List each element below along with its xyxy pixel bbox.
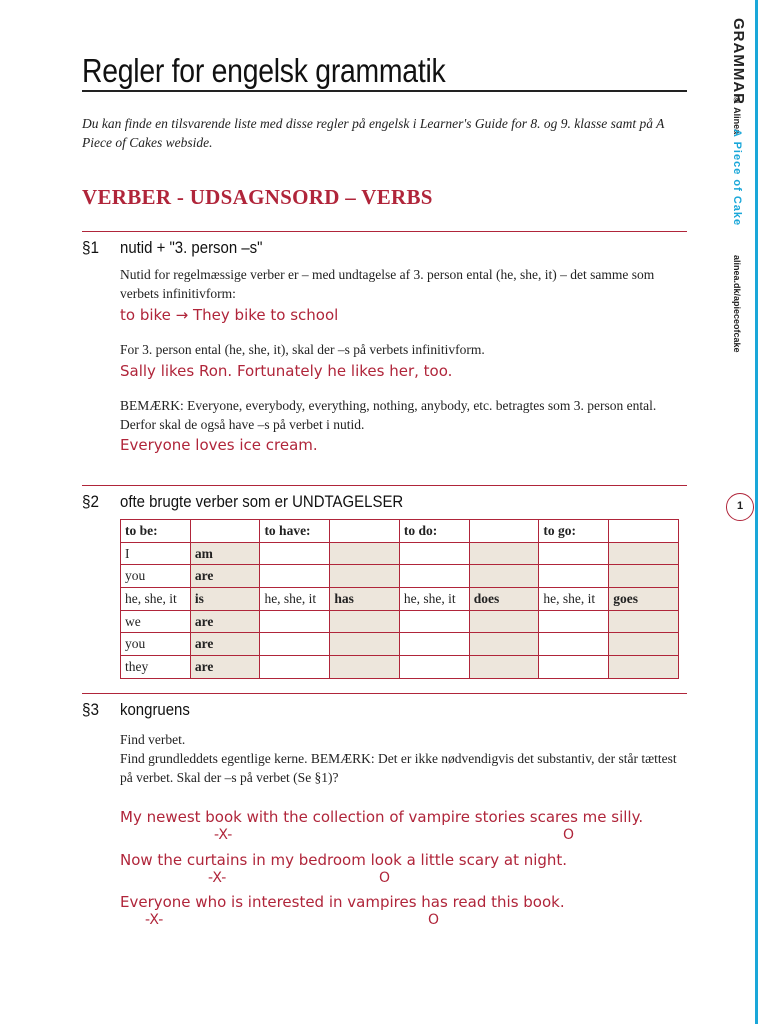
verb-form-cell[interactable]: is xyxy=(190,588,260,611)
s1-text-2: For 3. person ental (he, she, it), skal der –s på verbets infinitivform. xyxy=(120,342,485,357)
verb-form-cell[interactable] xyxy=(609,633,679,656)
a-piece-of-cake-logo: A Piece of Cake xyxy=(731,129,743,227)
verb-form-cell[interactable] xyxy=(609,656,679,679)
s2-number: §2 xyxy=(82,492,100,511)
verb-form-cell[interactable]: goes xyxy=(609,588,679,611)
table-header-cell xyxy=(469,520,539,543)
s3-sentence-1: My newest book with the collection of vampire stories scares me silly. xyxy=(120,808,644,826)
table-header-cell: to have: xyxy=(260,520,330,543)
pronoun-cell: he, she, it xyxy=(121,588,191,611)
pronoun-cell xyxy=(399,633,469,656)
pronoun-cell xyxy=(399,656,469,679)
section-heading: VERBER - UDSAGNSORD – VERBS xyxy=(82,185,433,209)
s1-text-1: Nutid for regelmæssige verber er – med undtagelse af 3. person ental (he, she, it) – det samme som verbets infinitivform: xyxy=(120,267,655,301)
s3-sentence-3: Everyone who is interested in vampires has read this book. xyxy=(120,893,565,911)
pronoun-cell xyxy=(260,565,330,588)
sidebar-grammar-label: GRAMMAR xyxy=(730,18,747,105)
verb-form-cell[interactable]: are xyxy=(190,633,260,656)
table-header-cell: to be: xyxy=(121,520,191,543)
pronoun-cell: he, she, it xyxy=(539,588,609,611)
verb-form-cell[interactable]: has xyxy=(330,588,400,611)
table-row xyxy=(121,542,679,565)
s3-title: kongruens xyxy=(120,700,190,719)
title-rule xyxy=(82,90,687,92)
subject-marker: -X- xyxy=(214,827,233,843)
verb-form-cell[interactable] xyxy=(609,610,679,633)
verb-marker: O xyxy=(428,912,440,928)
verb-form-cell[interactable] xyxy=(609,565,679,588)
s1-title: nutid + "3. person –s" xyxy=(120,238,263,257)
table-header-cell xyxy=(190,520,260,543)
verb-form-cell[interactable]: are xyxy=(190,610,260,633)
s1-number: §1 xyxy=(82,238,100,257)
website-url: alinea.dk/apieceofcake xyxy=(732,255,742,353)
pronoun-cell xyxy=(539,633,609,656)
verb-form-cell[interactable] xyxy=(609,542,679,565)
s1-example-1: to bike → They bike to school xyxy=(120,306,339,324)
table-header-cell xyxy=(330,520,400,543)
pronoun-cell xyxy=(539,610,609,633)
intro-text: Du kan finde en tilsvarende liste med disse regler på engelsk i Learner's Guide for 8. og 9. klasse samt på A Piece of Cakes webside. xyxy=(82,116,665,150)
s1-example-2: Sally likes Ron. Fortunately he likes her, too. xyxy=(120,362,453,380)
pronoun-cell xyxy=(260,633,330,656)
verb-form-cell[interactable] xyxy=(330,656,400,679)
pronoun-cell: I xyxy=(121,542,191,565)
s3-text-2: Find grundleddets egentlige kerne. BEMÆRK: Det er ikke nødvendigvis det substantiv, der står tættest på verbet. Skal der –s på verbet (Se §1)? xyxy=(120,751,677,785)
s3-sentence-2: Now the curtains in my bedroom look a little scary at night. xyxy=(120,851,568,869)
verb-form-cell[interactable]: are xyxy=(190,565,260,588)
table-row xyxy=(121,633,679,656)
table-row xyxy=(121,656,679,679)
pronoun-cell xyxy=(260,542,330,565)
s3-number: §3 xyxy=(82,700,100,719)
table-header-cell: to go: xyxy=(539,520,609,543)
verb-form-cell[interactable] xyxy=(469,610,539,633)
table-header-cell: to do: xyxy=(399,520,469,543)
verb-form-cell[interactable] xyxy=(330,542,400,565)
verb-form-cell[interactable] xyxy=(330,610,400,633)
verb-form-cell[interactable] xyxy=(330,565,400,588)
s3-text-1: Find verbet. xyxy=(120,732,186,747)
verb-form-cell[interactable] xyxy=(469,565,539,588)
pronoun-cell xyxy=(399,610,469,633)
subject-marker: -X- xyxy=(145,912,164,928)
divider-s1 xyxy=(82,231,687,232)
s1-example-3: Everyone loves ice cream. xyxy=(120,436,318,454)
verb-form-cell[interactable] xyxy=(330,633,400,656)
pronoun-cell: we xyxy=(121,610,191,633)
verb-form-cell[interactable]: does xyxy=(469,588,539,611)
pronoun-cell: he, she, it xyxy=(260,588,330,611)
pronoun-cell xyxy=(539,542,609,565)
subject-marker: -X- xyxy=(208,870,227,886)
s1-text-3: BEMÆRK: Everyone, everybody, everything, nothing, anybody, etc. betragtes som 3. person ental. Derfor skal de også have –s på verbet i nutid. xyxy=(120,398,657,432)
verb-marker: O xyxy=(563,827,575,843)
irregular-verbs-table xyxy=(120,519,679,679)
page-number-badge: 1 xyxy=(726,493,754,521)
pronoun-cell xyxy=(260,610,330,633)
pronoun-cell xyxy=(399,542,469,565)
pronoun-cell: you xyxy=(121,633,191,656)
verb-form-cell[interactable]: am xyxy=(190,542,260,565)
pronoun-cell xyxy=(399,565,469,588)
verb-form-cell[interactable] xyxy=(469,656,539,679)
divider-s3 xyxy=(82,693,687,694)
pronoun-cell xyxy=(539,565,609,588)
verb-form-cell[interactable] xyxy=(469,633,539,656)
pronoun-cell: you xyxy=(121,565,191,588)
page-title: Regler for engelsk grammatik xyxy=(82,52,446,89)
pronoun-cell: he, she, it xyxy=(399,588,469,611)
table-row xyxy=(121,565,679,588)
pronoun-cell xyxy=(539,656,609,679)
table-row xyxy=(121,610,679,633)
table-row xyxy=(121,588,679,611)
table-header-row xyxy=(121,520,679,543)
verb-form-cell[interactable]: are xyxy=(190,656,260,679)
verb-form-cell[interactable] xyxy=(469,542,539,565)
table-header-cell xyxy=(609,520,679,543)
s2-title: ofte brugte verber som er UNDTAGELSER xyxy=(120,492,404,511)
sidebar-accent-line xyxy=(755,0,758,1024)
divider-s2 xyxy=(82,485,687,486)
publisher-credit: © Alinea xyxy=(732,95,742,135)
pronoun-cell: they xyxy=(121,656,191,679)
verb-marker: O xyxy=(379,870,391,886)
pronoun-cell xyxy=(260,656,330,679)
